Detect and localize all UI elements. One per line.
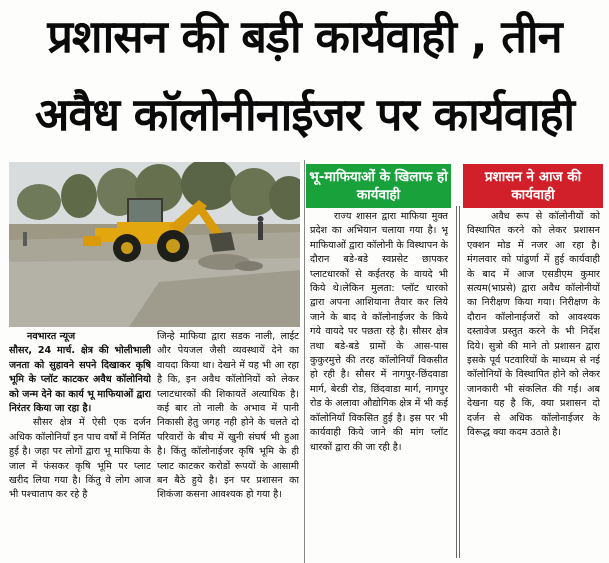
headline [0, 0, 609, 160]
excavator-photo-illustration [9, 162, 300, 327]
sidebar-2-heading: प्रशासन ने आज की कार्यवाही [463, 164, 603, 208]
sidebar-1-text: राज्य शासन द्वारा माफिया मुक्त प्रदेश का अभियान चलाया गया है। भू माफियाओं द्वारा कॉलोनी के विस्थापन के दौरान बडे-बडे स्वप्नसेट छापकर प्लाटधारकों से कईतरह के वायदे भी किये थे।लेकिन मुलता: प्लॉट धारको द्वारा अपना आशियाना तैयार कर लिये जाने के बाद वे कॉलोनाईजर के किये गये वायदे पर पछता रहे है। सौसर क्षेत्र तथा बडे-बडे ग्रामों के आस-पास कुकुरमुत्ते की तरह कॉलोनियाँ विकसीत हो रही है। सौसर में नागपुर-छिंदवाडा मार्ग, बेरडी रोड, छिंदवाडा मार्ग, नागपुर रोड के अलावा औद्योगिक क्षेत्र में भी कई कॉलोनियाँ विकसित हुई है। इस पर भी कार्यवाही किये जाने की मांग प्लॉट धारकों द्वारा की जा रही है। [310, 211, 448, 453]
headline-line-2: अवैध कॉलोनीनाईजर पर कार्यवाही [34, 88, 575, 141]
story-paragraph-2: जिन्हे माफिया द्वारा सडक नाली, लाईट और पेयजल जैसी व्यवस्थायें देने का वायदा किया था। देखने में यह भी आ रहा है कि, इन अवैध कॉलोनियों को लेकर प्लाटधारकों की शिकायतें अत्याधिक है। कई बार तो नाली के अभाव में पानी निकासी हेतु जगह नही होने के चलते दो परिवारों के बीच में खुनी संघर्ष भी हुआ है। किंतु कॉलोनाईजर कृषि भूमि के ही प्लाट काटकर करोडों रूपयों के आसामी बन बैठे हुये है। इन पर प्रशासन का शिकंजा कसना आवश्यक हो गया है। [157, 331, 299, 501]
headline-line-1: प्रशासन की बड़ी कार्यवाही , तीन [47, 10, 562, 63]
double-rule-divider [456, 206, 460, 558]
story-column-2 [157, 330, 299, 563]
story-byline: नवभारत न्यूज [27, 331, 76, 342]
sidebar-1-body [310, 210, 448, 563]
sidebar-administration-action [463, 164, 603, 563]
sidebar-1-heading: भू-माफियाओं के खिलाफ हो कार्यवाही [306, 164, 451, 208]
sidebar-2-text: अवैध रूप से कॉलोनीयों को विस्थापित करने को लेकर प्रशासन एक्शन मोड में नजर आ रहा है। मंगलवार को पांढुर्णा में हुई कार्यवाही के बाद में आज एसडीएम कुमार सत्यम(भाप्रसे) द्वारा अवैध कॉलोनीयों का निरीक्षण किया गया। निरीक्षण के दौरान कॉलोनाईजरों को आवश्यक दस्तावेज प्रस्तुत करने के भी निर्देश दिये। सुत्रो की माने तो प्रशासन द्वारा इसके पूर्व पटवारियों के माध्यम से नई कॉलोनियों के विस्थापित होने को लेकर जानकारी भी संकलित की गई। अब देखना यह है कि, क्या प्रशासन दो दर्जन से अधिक कॉलोनाईजर के विरूद्ध क्या कदम उठाते है। [467, 211, 600, 439]
story-lead: सौसर, 24 मार्च. क्षेत्र की भोलीभाली जनता को सुहावने सपने दिखाकर कृषि भूमि के प्लॉट काटकर अवैध कॉलोनियो को जन्म देने का कार्य भू माफियाओं द्वारा निरंतर किया जा रहा है। [9, 345, 151, 415]
column-divider [304, 160, 305, 563]
news-photo [9, 162, 300, 327]
sidebar-2-body [467, 210, 600, 563]
story-paragraph-1: सौसर क्षेत्र में ऐसी एक दर्जन अधिक कॉलोनियाँ इन पाच वर्षों में निर्मित हुई है। जहा पर लोगों द्वारा भू माफिया के जाल में फंसकर कृषि भूमि पर प्लाट खरीद लिया गया है। किंतु वे लोग आज भी पश्चाताप कर रहे है [9, 417, 151, 501]
sidebar-mafia-action [306, 164, 451, 563]
story-column-1 [9, 330, 151, 563]
